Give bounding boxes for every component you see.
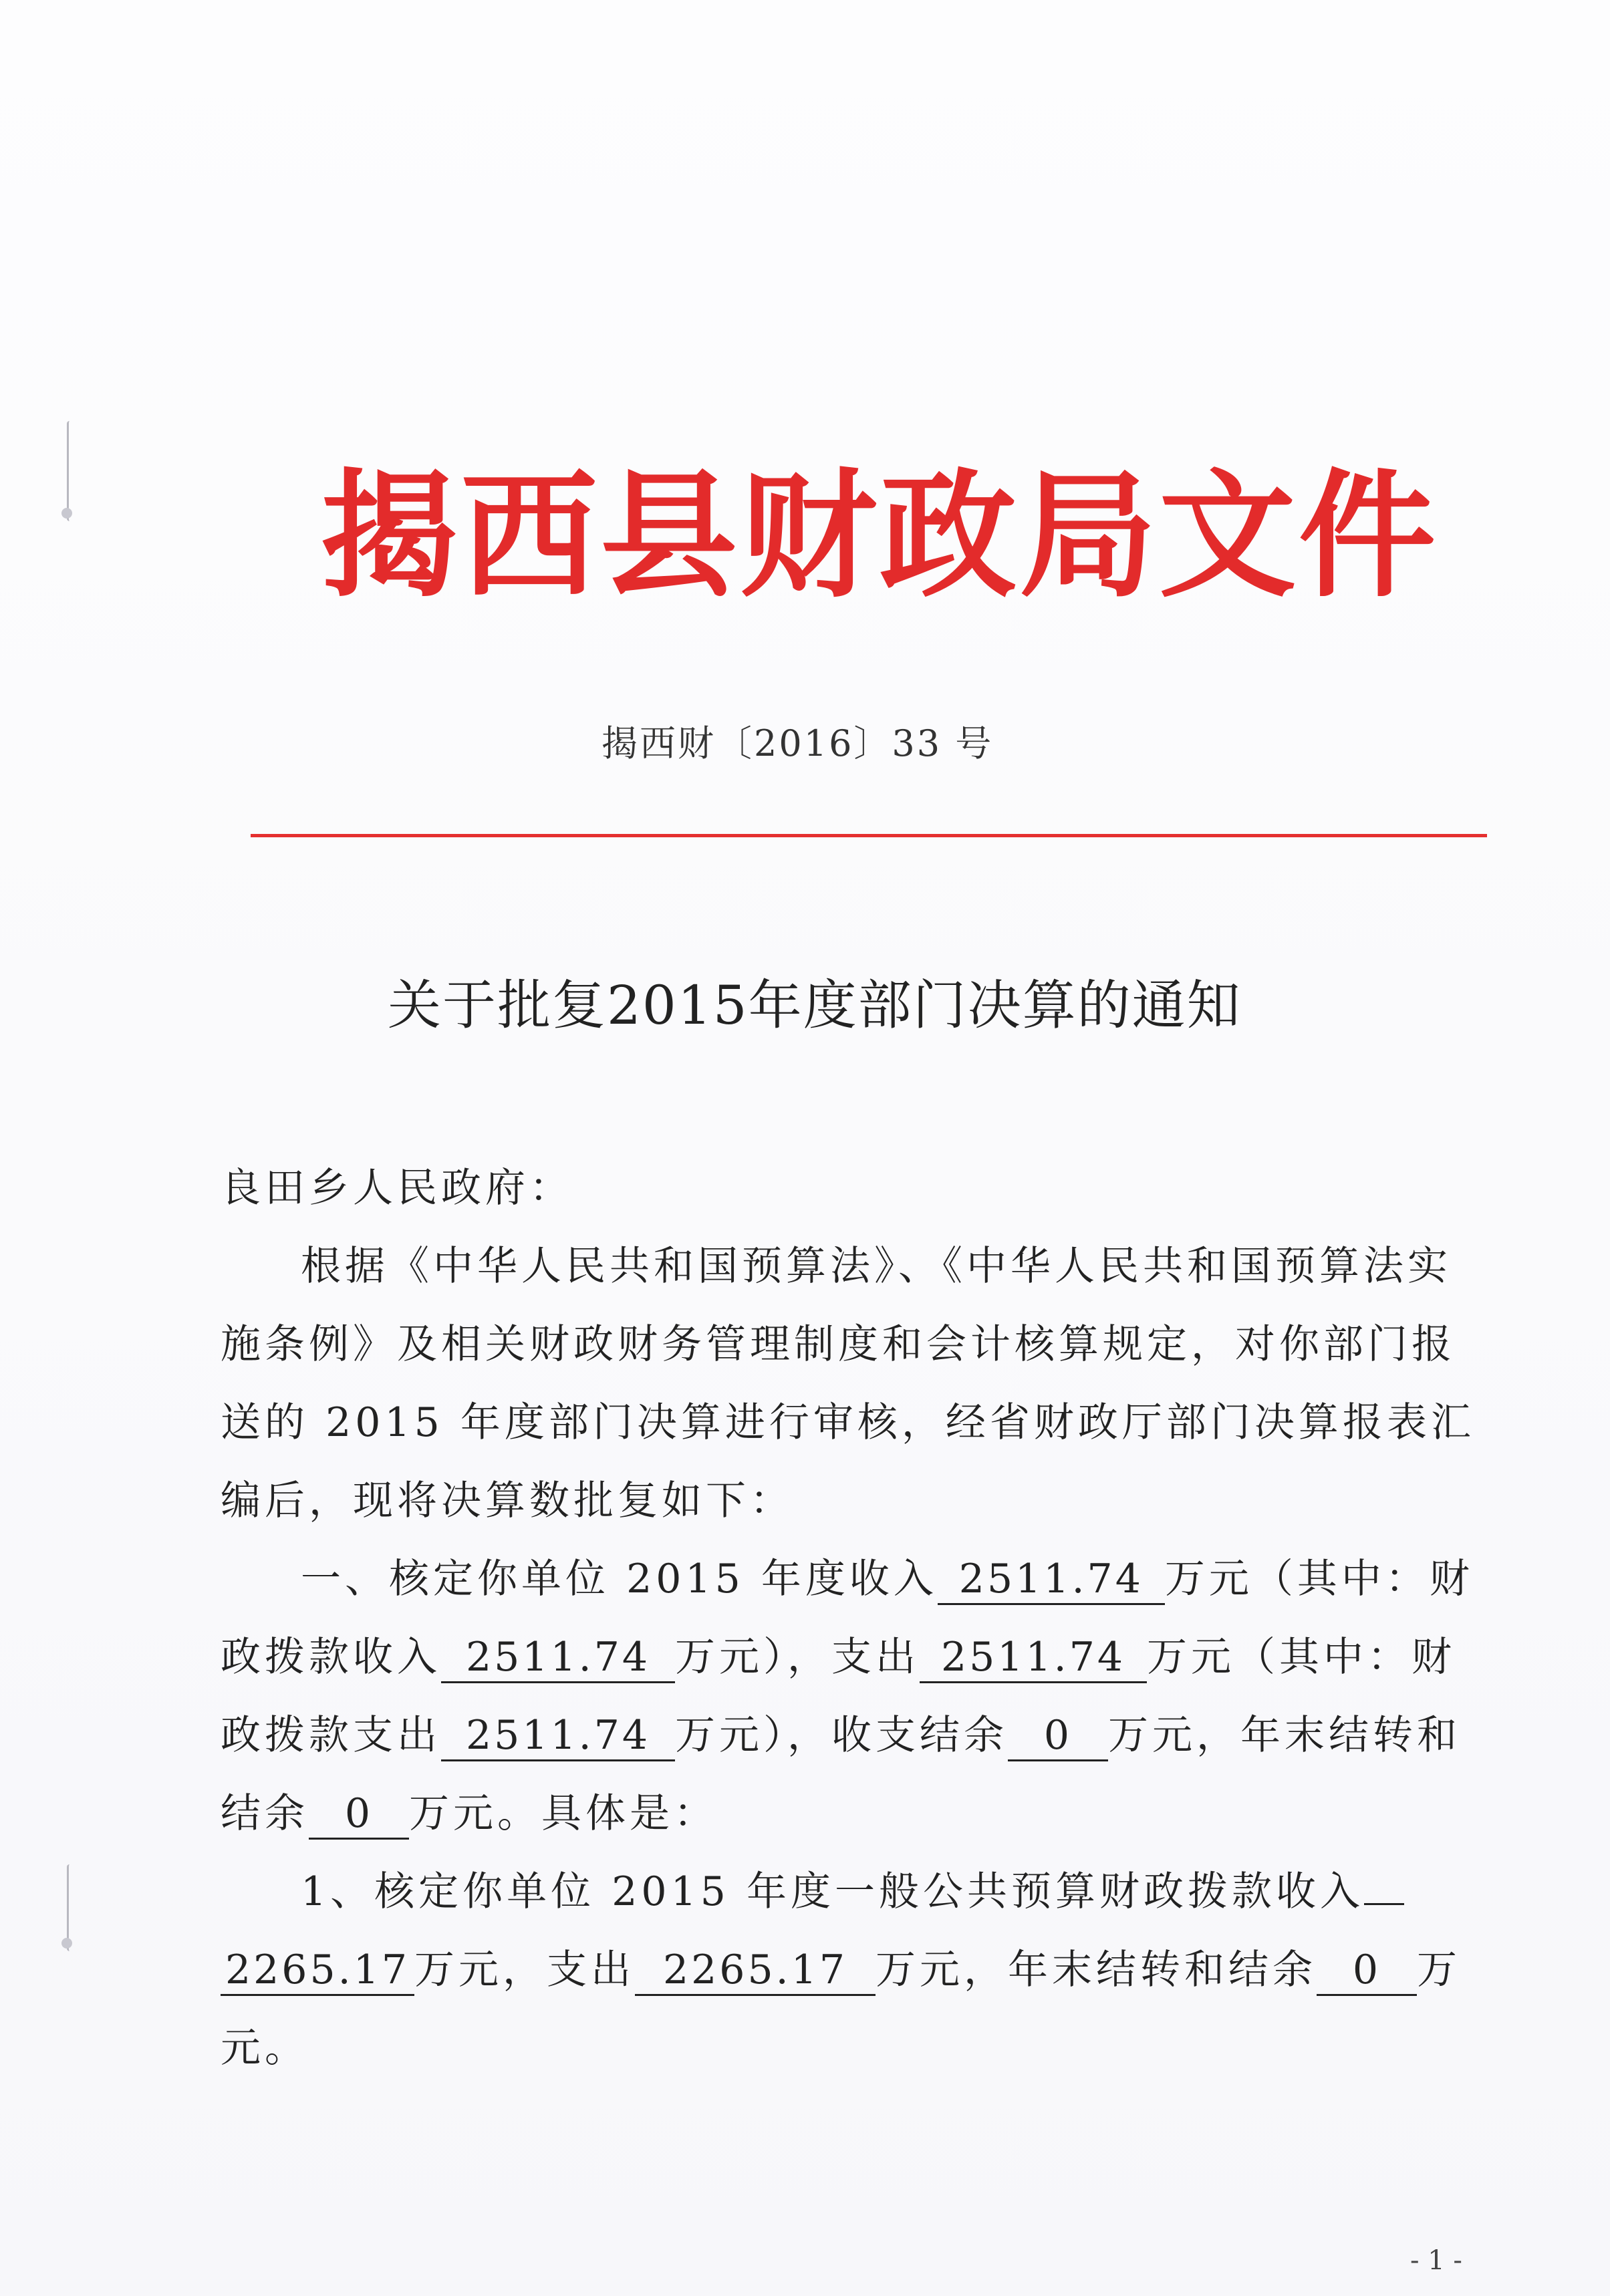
document-number: 揭西财〔2016〕33 号 bbox=[601, 722, 994, 764]
intro-line-2: 施条例》及相关财政财务管理制度和会计核算规定，对你部门报 bbox=[221, 1321, 1456, 1368]
item1-text: 1、核定你单位 2015 年度一般公共预算财政拨款收入 bbox=[301, 1868, 1365, 1915]
section1-text: 万元。具体是： bbox=[409, 1790, 718, 1837]
expenditure-value: 2511.74 bbox=[920, 1637, 1147, 1683]
intro-line-4: 编后，现将决算数批复如下： bbox=[221, 1477, 794, 1524]
section1-text: 万元，年末结转和 bbox=[1108, 1712, 1461, 1759]
item1-text: 万 bbox=[1417, 1947, 1461, 1993]
item1-text: 万元，年末结转和结余 bbox=[876, 1947, 1317, 1993]
section1-text: 政拨款支出 bbox=[221, 1712, 441, 1759]
notice-title: 关于批复2015年度部门决算的通知 bbox=[388, 974, 1242, 1036]
item1-line-1 bbox=[221, 1853, 1457, 1931]
binding-hole-bottom bbox=[61, 1938, 72, 1949]
section1-line-2 bbox=[221, 1618, 1457, 1697]
addressee: 良田乡人民政府： bbox=[221, 1165, 573, 1211]
binding-mark-top bbox=[67, 421, 74, 521]
page-number: - 1 - bbox=[1410, 2245, 1462, 2276]
notice-body bbox=[221, 1149, 1475, 2088]
item1-expenditure-value: 2265.17 bbox=[635, 1950, 876, 1996]
item1-line-2 bbox=[221, 1931, 1461, 2009]
letterhead-title: 揭西县财政局文件 bbox=[321, 456, 1438, 616]
section1-text: 一、核定你单位 2015 年度收入 bbox=[301, 1556, 938, 1602]
intro-line-1: 根据《中华人民共和国预算法》、《中华人民共和国预算法实 bbox=[301, 1243, 1452, 1290]
carryover-value: 0 bbox=[309, 1793, 409, 1840]
item1-carryover-value: 0 bbox=[1317, 1950, 1417, 1996]
section1-text: 万元），收支结余 bbox=[675, 1712, 1008, 1759]
fiscal-income-value: 2511.74 bbox=[441, 1637, 675, 1683]
section1-text: 万元），支出 bbox=[675, 1634, 920, 1681]
section1-text: 政拨款收入 bbox=[221, 1634, 441, 1681]
section1-text: 结余 bbox=[221, 1790, 309, 1837]
section1-line-1 bbox=[221, 1540, 1474, 1618]
item1-trailing-blank bbox=[1364, 1899, 1404, 1905]
item1-line-3: 元。 bbox=[221, 2025, 309, 2071]
red-divider-line bbox=[251, 834, 1487, 837]
balance-value: 0 bbox=[1008, 1715, 1108, 1761]
section1-text: 万元（其中：财 bbox=[1147, 1634, 1456, 1681]
income-value: 2511.74 bbox=[938, 1559, 1165, 1605]
section1-line-4 bbox=[221, 1775, 1457, 1853]
binding-hole-top bbox=[61, 508, 72, 519]
fiscal-expenditure-value: 2511.74 bbox=[441, 1715, 675, 1761]
section1-line-3 bbox=[221, 1697, 1461, 1775]
intro-line-3: 送的 2015 年度部门决算进行审核，经省财政厅部门决算报表汇 bbox=[221, 1399, 1475, 1446]
item1-text: 万元，支出 bbox=[414, 1947, 635, 1993]
item1-income-value: 2265.17 bbox=[221, 1950, 414, 1996]
section1-text: 万元（其中：财 bbox=[1164, 1556, 1474, 1602]
